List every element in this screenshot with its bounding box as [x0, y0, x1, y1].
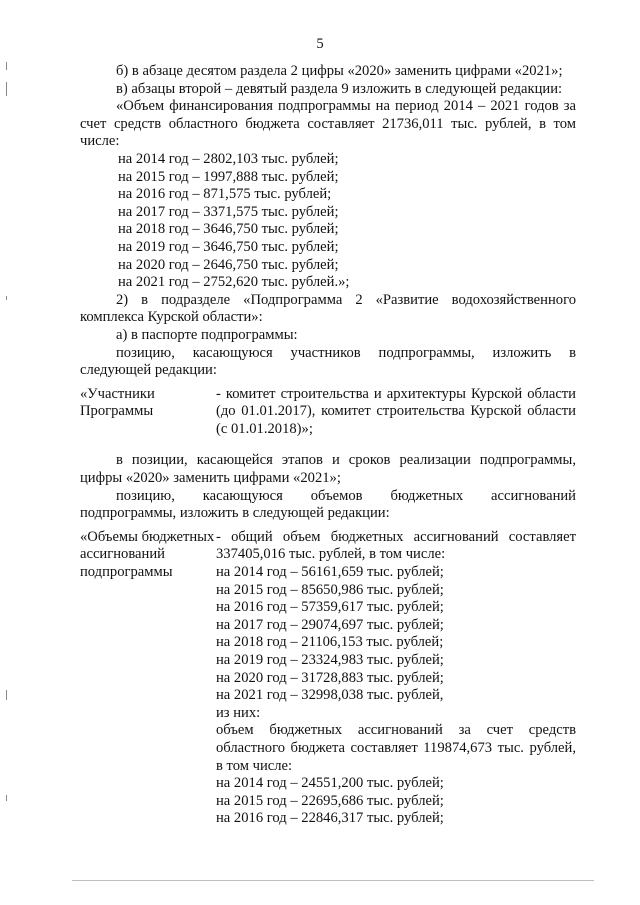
list-item: на 2021 год – 2752,620 тыс. рублей.»; [118, 274, 350, 291]
scan-artifact [6, 82, 7, 96]
page-number: 5 [316, 36, 324, 52]
list-item: на 2015 год – 22695,686 тыс. рублей; [216, 792, 444, 809]
list-item: на 2018 год – 3646,750 тыс. рублей; [118, 221, 339, 238]
scan-artifact [6, 62, 7, 70]
list-item: на 2016 год – 871,575 тыс. рублей; [118, 186, 332, 203]
of-them: из них: [216, 704, 261, 721]
list-item: на 2017 год – 3371,575 тыс. рублей; [118, 203, 339, 220]
list-item: на 2014 год – 2802,103 тыс. рублей; [118, 150, 339, 167]
scan-artifact [6, 795, 7, 801]
participants-block [80, 386, 576, 439]
volumes-intro: - общий объем бюджетных ассигнований составляет 337405,016 тыс. рублей, в том числе: [216, 528, 576, 563]
document-body [80, 63, 576, 828]
regional-intro: объем бюджетных ассигнований за счет средств областного бюджета составляет 119874,673 тыс. рублей, в том числе: [216, 722, 576, 774]
participants-label: «Участники Программы [80, 385, 155, 420]
volumes-label: «Объемы бюджетных ассигнований подпрограммы [80, 528, 215, 581]
list-item: на 2015 год – 1997,888 тыс. рублей; [118, 168, 339, 185]
list-item: на 2019 год – 23324,983 тыс. рублей; [216, 652, 444, 668]
scan-artifact [6, 690, 7, 700]
scan-artifact [6, 296, 7, 300]
financing-years-list [80, 151, 576, 292]
list-item: на 2016 год – 57359,617 тыс. рублей; [216, 599, 444, 616]
participants-value: - комитет строительства и архитектуры Курской области (до 01.01.2017), комитет строительства Курской области (с 01.01.2018)»; [216, 385, 576, 437]
list-item: на 2014 год – 56161,659 тыс. рублей; [216, 564, 444, 581]
paragraph-b: б) в абзаце десятом раздела 2 цифры «2020» заменить цифрами «2021»; [116, 63, 563, 79]
paragraph-position: позицию, касающуюся участников подпрограммы, изложить в следующей редакции: [80, 344, 576, 379]
list-item: на 2020 год – 2646,750 тыс. рублей; [118, 256, 339, 273]
paragraph-v: в) абзацы второй – девятый раздела 9 изложить в следующей редакции: [116, 80, 563, 97]
paragraph-2: 2) в подразделе «Подпрограмма 2 «Развитие водохозяйственного комплекса Курской области»: [80, 291, 576, 326]
list-item: на 2017 год – 29074,697 тыс. рублей; [216, 616, 444, 633]
list-item: на 2016 год – 22846,317 тыс. рублей; [216, 810, 444, 827]
list-item: на 2020 год – 31728,883 тыс. рублей; [216, 669, 444, 686]
list-item: на 2019 год – 3646,750 тыс. рублей; [118, 238, 339, 255]
paragraph-financing: «Объем финансирования подпрограммы на период 2014 – 2021 годов за счет средств областного бюджета составляет 21736,011 тыс. рублей, в том числе: [80, 98, 576, 150]
page-bottom-divider [72, 880, 594, 881]
list-item: на 2015 год – 85650,986 тыс. рублей; [216, 581, 444, 598]
volumes-block [80, 529, 576, 828]
list-item: на 2018 год – 21106,153 тыс. рублей; [216, 634, 444, 651]
paragraph-stages: в позиции, касающейся этапов и сроков реализации подпрограммы, цифры «2020» заменить цифрами «2021»; [80, 452, 576, 487]
paragraph-a: а) в паспорте подпрограммы: [116, 326, 298, 343]
list-item: на 2021 год – 32998,038 тыс. рублей, [216, 687, 444, 704]
paragraph-volumes: позицию, касающуюся объемов бюджетных ассигнований подпрограммы, изложить в следующей редакции: [80, 487, 576, 522]
list-item: на 2014 год – 24551,200 тыс. рублей; [216, 775, 444, 792]
volumes-value [216, 529, 576, 828]
